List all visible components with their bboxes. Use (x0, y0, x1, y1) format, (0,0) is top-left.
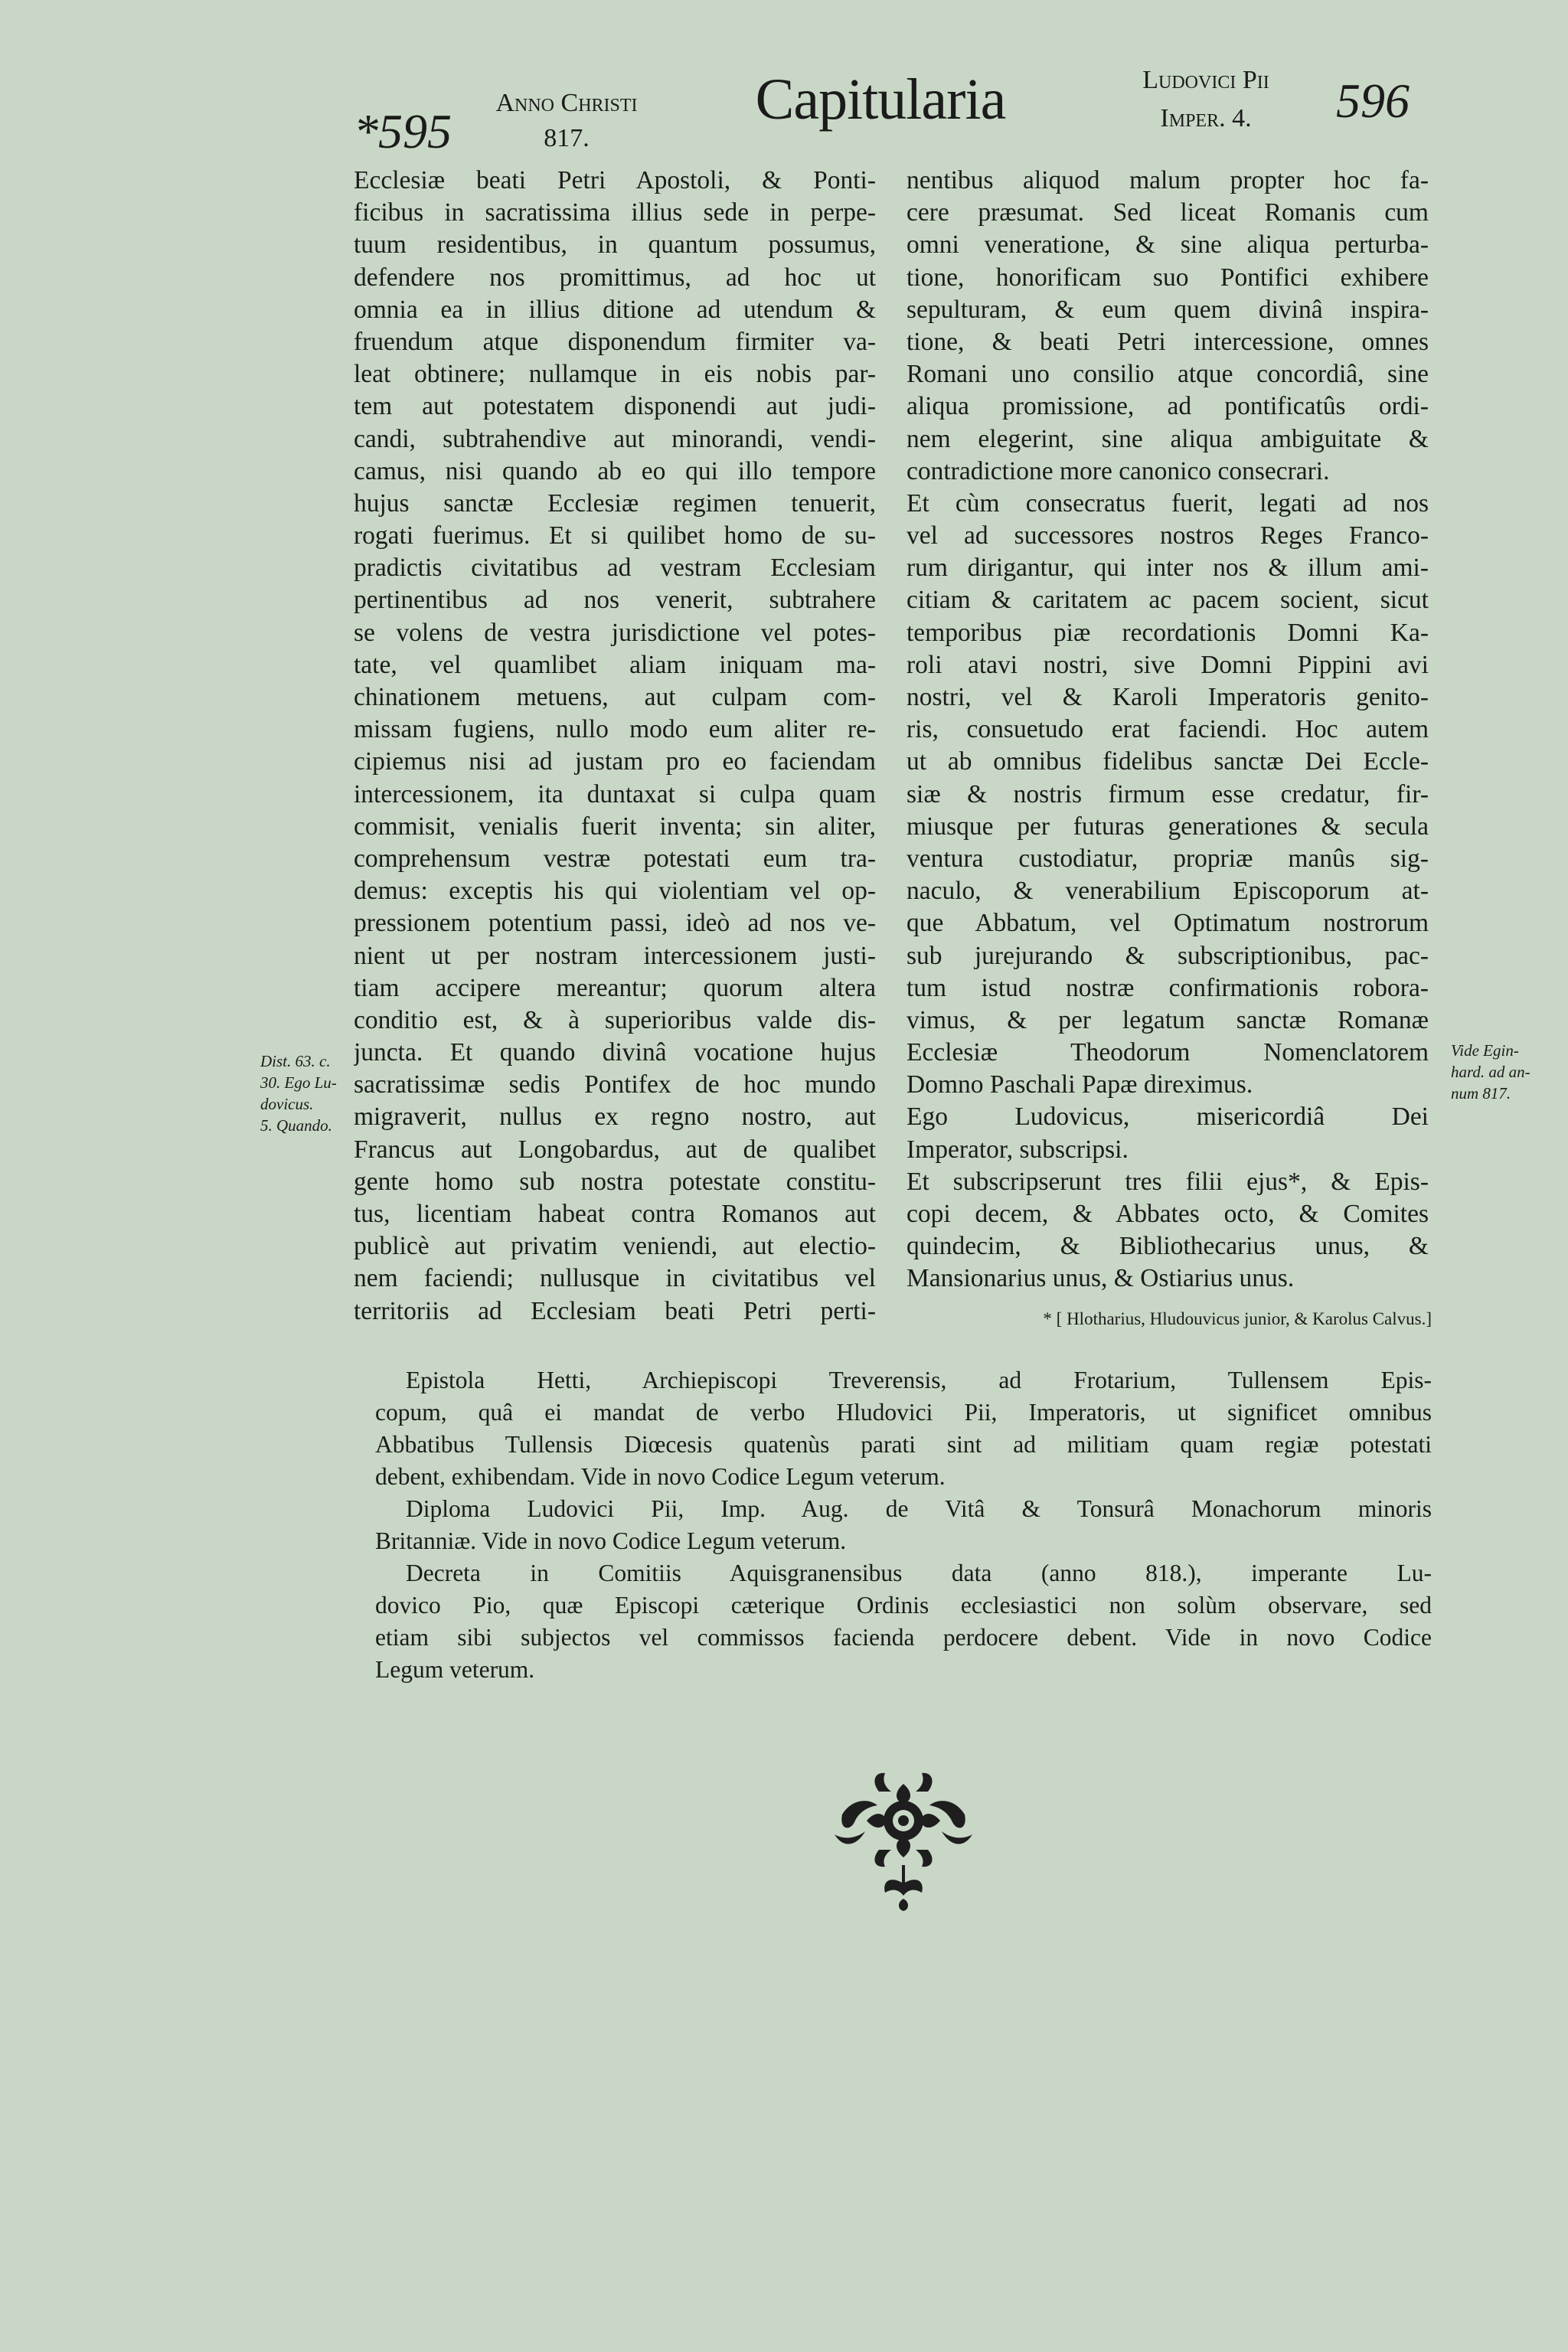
text-line: candi, subtrahendive aut minorandi, vendi- (354, 424, 876, 453)
text-line: ventura custodiatur, propriæ manûs sig- (906, 844, 1429, 873)
text-line: gente homo sub nostra potestate constitu- (354, 1167, 876, 1196)
text-line: rum dirigantur, qui inter nos & illum ami- (906, 554, 1429, 583)
text-line: contradictione more canonico consecrari. (906, 456, 1330, 485)
text-line: tem aut potestatem disponendi aut judi- (354, 392, 876, 421)
text-line: pressionem potentium passi, ideò ad nos ve- (354, 909, 876, 938)
text-line: Romani uno consilio atque concordiâ, sine (906, 360, 1429, 389)
text-line: Imperator, subscripsi. (906, 1135, 1129, 1164)
text-line: Et subscripserunt tres filii ejus*, & Epis- (906, 1167, 1429, 1196)
text-line: tum istud nostræ confirmationis robora- (906, 973, 1429, 1002)
text-line: Ecclesiæ Theodorum Nomenclatorem (906, 1038, 1429, 1067)
text-line: sub jurejurando & subscriptionibus, pac- (906, 941, 1429, 970)
imper-label: Imper. 4. (1160, 104, 1252, 132)
margin-note-line: Vide Egin- (1451, 1041, 1519, 1060)
margin-note-line: 30. Ego Lu- (260, 1073, 337, 1092)
text-line: Diploma Ludovici Pii, Imp. Aug. de Vitâ & Tonsurâ Monachorum minoris (406, 1495, 1432, 1522)
text-line: Domno Paschali Papæ direximus. (906, 1070, 1253, 1099)
margin-note-line: hard. ad an- (1451, 1063, 1530, 1081)
text-line: naculo, & venerabilium Episcoporum at- (906, 877, 1429, 906)
anno-label: Anno Christi (495, 89, 638, 117)
text-line: Ecclesiæ beati Petri Apostoli, & Ponti- (354, 166, 876, 194)
text-line: juncta. Et quando divinâ vocatione hujus (354, 1038, 876, 1067)
text-line: vimus, & per legatum sanctæ Romanæ (906, 1005, 1429, 1034)
text-line: Abbatibus Tullensis Diœcesis quatenùs parati sint ad militiam quam regiæ potestati (375, 1431, 1432, 1458)
text-line: se volens de vestra jurisdictione vel potes- (354, 618, 876, 647)
floral-ornament-icon (812, 1761, 995, 1914)
margin-note-line: 5. Quando. (260, 1116, 332, 1135)
text-line: Epistola Hetti, Archiepiscopi Treverensis, ad Frotarium, Tullensem Epis- (406, 1367, 1432, 1393)
text-line: territoriis ad Ecclesiam beati Petri perti- (354, 1296, 876, 1325)
text-line: tate, vel quamlibet aliam iniquam ma- (354, 650, 876, 679)
text-line: Britanniæ. Vide in novo Codice Legum veterum. (375, 1527, 847, 1554)
text-line: citiam & caritatem ac pacem socient, sicut (906, 586, 1429, 615)
right-column (906, 165, 1429, 1295)
text-line: Mansionarius unus, & Ostiarius unus. (906, 1264, 1295, 1293)
text-line: quindecim, & Bibliothecarius unus, & (906, 1232, 1429, 1261)
text-line: Francus aut Longobardus, aut de qualibet (354, 1135, 876, 1164)
text-line: missam fugiens, nullo modo eum aliter re- (354, 715, 876, 744)
text-line: sepulturam, & eum quem divinâ inspira- (906, 295, 1429, 324)
text-line: siæ & nostris firmum esse credatur, fir- (906, 779, 1429, 808)
text-line: tiam accipere mereantur; quorum altera (354, 973, 876, 1002)
text-line: nient ut per nostram intercessionem justi- (354, 941, 876, 970)
text-line: que Abbatum, vel Optimatum nostrorum (906, 909, 1429, 938)
text-line: intercessionem, ita duntaxat si culpa quam (354, 779, 876, 808)
text-line: leat obtinere; nullamque in eis nobis par- (354, 360, 876, 389)
text-line: tuum residentibus, in quantum possumus, (354, 230, 876, 260)
text-line: rogati fuerimus. Et si quilibet homo de su- (354, 521, 876, 550)
side-note-left (260, 1050, 351, 1136)
text-line: cere præsumat. Sed liceat Romanis cum (906, 198, 1429, 227)
text-line: debent, exhibendam. Vide in novo Codice Legum veterum. (375, 1463, 946, 1490)
text-line: defendere nos promittimus, ad hoc ut (354, 263, 876, 292)
margin-note-line: dovicus. (260, 1095, 314, 1113)
text-line: nostri, vel & Karoli Imperatoris genito- (906, 683, 1429, 711)
text-line: Et cùm consecratus fuerit, legati ad nos (906, 488, 1429, 518)
text-line: publicè aut privatim veniendi, aut electio- (354, 1232, 876, 1261)
text-line: nentibus aliquod malum propter hoc fa- (906, 166, 1429, 194)
text-line: hujus sanctæ Ecclesiæ regimen tenuerit, (354, 488, 876, 518)
text-line: nem elegerint, sine aliqua ambiguitate & (906, 424, 1429, 453)
text-line: roli atavi nostri, sive Domni Pippini avi (906, 650, 1429, 679)
paragraph-decreta (375, 1557, 1432, 1686)
text-line: dovico Pio, quæ Episcopi cæterique Ordinis ecclesiastici non solùm observare, sed (375, 1592, 1432, 1619)
margin-note-line: num 817. (1451, 1084, 1511, 1102)
header-anno-christi (463, 86, 670, 156)
page-number-left: *595 (354, 104, 452, 158)
text-line: ut ab omnibus fidelibus sanctæ Dei Eccle- (906, 747, 1429, 776)
text-line: sacratissimæ sedis Pontifex de hoc mundo (354, 1070, 876, 1099)
text-line: ficibus in sacratissima illius sede in perpe- (354, 198, 876, 227)
text-line: commisit, venialis fuerit inventa; sin aliter, (354, 812, 876, 841)
text-line: omnia ea in illius ditione ad utendum & (354, 295, 876, 324)
text-line: Legum veterum. (375, 1656, 535, 1683)
text-line: tione, & beati Petri intercessione, omnes (906, 327, 1429, 356)
margin-note-line: Dist. 63. c. (260, 1052, 331, 1070)
text-line: omni veneratione, & sine aliqua perturba- (906, 230, 1429, 260)
header-ludovici (1102, 61, 1309, 138)
page-number-right: 596 (1336, 74, 1410, 128)
side-note-right (1451, 1040, 1550, 1104)
ludovici-label: Ludovici Pii (1142, 66, 1269, 94)
paragraph-epistola (375, 1364, 1432, 1493)
text-line: cipiemus nisi ad justam pro eo faciendam (354, 747, 876, 776)
text-line: conditio est, & à superioribus valde dis- (354, 1005, 876, 1034)
text-line: nem faciendi; nullusque in civitatibus vel (354, 1264, 876, 1293)
left-column (354, 165, 876, 1328)
text-line: camus, nisi quando ab eo qui illo tempore (354, 456, 876, 485)
text-line: vel ad successores nostros Reges Franco- (906, 521, 1429, 550)
text-line: demus: exceptis his qui violentiam vel op- (354, 877, 876, 906)
text-line: comprehensum vestræ potestati eum tra- (354, 844, 876, 873)
text-line: aliqua promissione, ad pontificatûs ordi- (906, 392, 1429, 421)
text-line: Decreta in Comitiis Aquisgranensibus data (anno 818.), imperante Lu- (406, 1560, 1432, 1586)
text-line: pertinentibus ad nos venerit, subtrahere (354, 586, 876, 615)
text-line: etiam sibi subjectos vel commissos facienda perdocere debent. Vide in novo Codice (375, 1624, 1432, 1651)
text-line: migraverit, nullus ex regno nostro, aut (354, 1102, 876, 1132)
text-line: fruendum atque disponendum firmiter va- (354, 327, 876, 356)
text-line: pradictis civitatibus ad vestram Ecclesiam (354, 554, 876, 583)
text-line: copi decem, & Abbates octo, & Comites (906, 1200, 1429, 1228)
text-line: copum, quâ ei mandat de verbo Hludovici Pii, Imperatoris, ut significet omnibus (375, 1399, 1432, 1426)
footnote: * [ Hlotharius, Hludouvicus junior, & Karolus Calvus.] (1043, 1309, 1432, 1328)
text-line: ris, consuetudo erat faciendi. Hoc autem (906, 715, 1429, 744)
text-line: temporibus piæ recordationis Domni Ka- (906, 618, 1429, 647)
text-line: miusque per futuras generationes & secula (906, 812, 1429, 841)
text-line: chinationem metuens, aut culpam com- (354, 683, 876, 711)
anno-year: 817. (544, 124, 590, 152)
paragraph-diploma (375, 1493, 1432, 1557)
page-title: Capitularia (755, 67, 1006, 132)
text-line: Ego Ludovicus, misericordiâ Dei (906, 1102, 1429, 1132)
text-line: tus, licentiam habeat contra Romanos aut (354, 1200, 876, 1228)
text-line: tione, honorificam suo Pontifici exhibere (906, 263, 1429, 292)
